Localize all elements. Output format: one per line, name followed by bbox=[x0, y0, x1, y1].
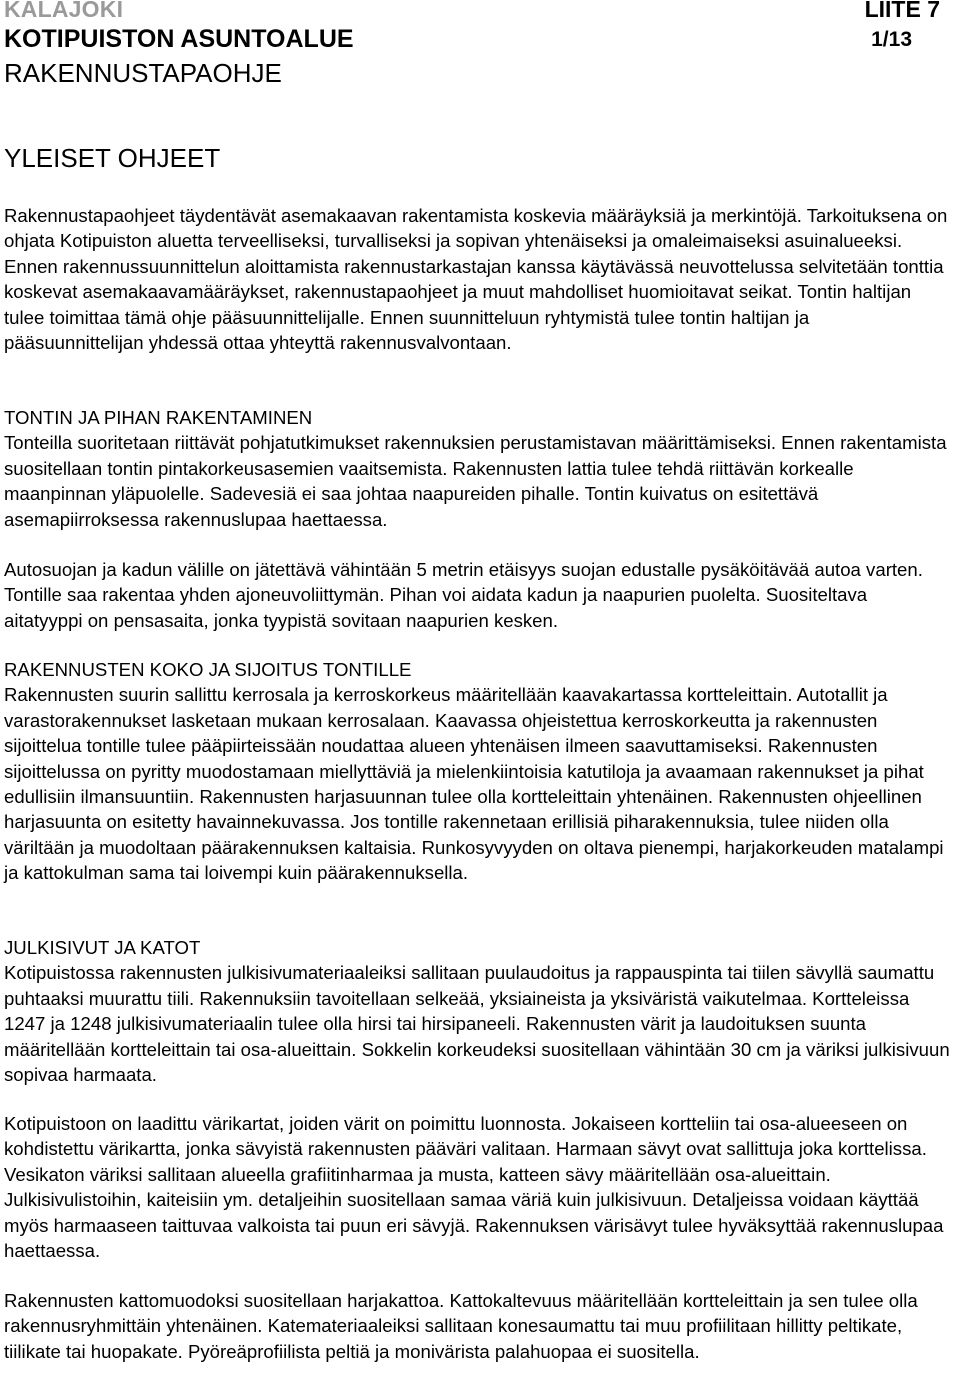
area-title: KOTIPUISTON ASUNTOALUE bbox=[4, 25, 354, 53]
general-instructions-title: YLEISET OHJEET bbox=[4, 143, 221, 173]
general-instructions-paragraph: Rakennustapaohjeet täydentävät asemakaavan rakentamista koskevia määräyksiä ja merkintöjä. Tarkoituksena on ohjata Kotipuiston aluetta terveelliseksi, turvalliseksi ja sopivan yhtenäiseksi ja omaleimaiseksi asuinalueeksi. Ennen rakennussuunnittelun aloittamista rakennustarkastajan kanssa käytävässä neuvottelussa selvitetään tonttia koskevat asemakaavamääräykset, rakennustapaohjeet ja muut mahdolliset huomioitavat seikat. Tontin haltijan tulee toimittaa tämä ohje pääsuunnittelijalle. Ennen suunnitteluun ryhtymistä tulee tontin haltijan ja pääsuunnittelijan yhdessä ottaa yhteyttä rakennusvalvontaan. bbox=[4, 205, 948, 354]
facades-section-heading: JULKISIVUT JA KATOT bbox=[4, 937, 201, 958]
facades-section-paragraph-1: Kotipuistossa rakennusten julkisivumateriaaleiksi sallitaan puulaudoitus ja rappauspinta tai tiilen sävyllä saumattu puhtaaksi muurattu tiili. Rakennuksiin tavoitellaan selkeää, yksiaineista ja yksiväristä vaikutelmaa. Kortteleissa 1247 ja 1248 julkisivumateriaalin tulee olla hirsi tai hirsipaneeli. Rakennusten värit ja laudoituksen suunta määritellään kortteleittain tai osa-alueittain. Sokkelin korkeudeksi suositellaan vähintään 30 cm ja väriksi julkisivuun sopivaa harmaata. bbox=[4, 962, 950, 1086]
size-section bbox=[4, 657, 950, 886]
facades-section bbox=[4, 935, 950, 1087]
plot-section-heading: TONTIN JA PIHAN RAKENTAMINEN bbox=[4, 407, 313, 428]
plot-section bbox=[4, 405, 950, 532]
appendix-label: LIITE 7 bbox=[864, 0, 940, 22]
plot-section-paragraph-1: Tonteilla suoritetaan riittävät pohjatutkimukset rakennuksien perustamistavan määrittämiseksi. Ennen rakentamista suositellaan tontin pintakorkeusasemien vaaitsemista. Rakennusten lattia tulee tehdä riittävän korkealle maanpinnan yläpuolelle. Sadevesiä ei saa johtaa naapureiden pihalle. Tontin kuivatus on esitettävä asemapiirroksessa rakennuslupaa haettaessa. bbox=[4, 432, 947, 530]
page-number: 1/13 bbox=[871, 28, 912, 51]
size-section-heading: RAKENNUSTEN KOKO JA SIJOITUS TONTILLE bbox=[4, 659, 412, 680]
plot-section-paragraph-2: Autosuojan ja kadun välille on jätettävä vähintään 5 metrin etäisyys suojan edustalle pysäköitävää autoa varten. Tontille saa rakentaa yhden ajoneuvoliittymän. Pihan voi aidata kadun ja naapurien puolelta. Suositeltava aitatyyppi on pensasaita, jonka tyypistä sovitaan naapurien kesken. bbox=[4, 559, 923, 631]
size-section-paragraph: Rakennusten suurin sallittu kerrosala ja kerroskorkeus määritellään kaavakartassa kortteleittain. Autotallit ja varastorakennukset lasketaan mukaan kerrosalaan. Kaavassa ohjeistettua kerroskorkeutta ja rakennusten sijoittelua tontille tulee pääpiirteissään noudattaa alueen yhtenäisen ilmeen saavuttamiseksi. Rakennusten sijoittelussa on pyritty muodostamaan miellyttäviä ja mielenkiintoisia katutiloja ja avaamaan rakennukset ja pihat edullisiin ilmansuuntiin. Rakennusten harjasuunnan tulee olla kortteleittain yhtenäinen. Rakennusten ohjeellinen harjasuunta on esitetty havainnekuvassa. Jos tontille rakennetaan erillisiä piharakennuksia, tulee niiden olla väriltään ja muodoltaan päärakennuksen kaltaisia. Runkosyvyyden on oltava pienempi, harjakorkeuden matalampi ja kattokulman sama tai loivempi kuin päärakennuksella. bbox=[4, 684, 944, 884]
facades-section-paragraph-2: Kotipuistoon on laadittu värikartat, joiden värit on poimittu luonnosta. Jokaiseen kortteliin tai osa-alueeseen on kohdistettu värikartta, jonka sävyistä rakennusten pääväri valitaan. Harmaan sävyt ovat sallittuja joka korttelissa. Vesikaton väriksi sallitaan alueella grafiitinharmaa ja musta, katteen sävy määritellään osa-alueittain. Julkisivulistoihin, kaiteisiin ym. detaljeihin suositellaan samaa väriä kuin julkisivuun. Detaljeissa voidaan käyttää myös harmaaseen taittuvaa valkoista tai puun eri sävyjä. Rakennuksen värisävyt tulee hyväksyttää rakennuslupaa haettaessa. bbox=[4, 1113, 944, 1262]
facades-section-paragraph-3: Rakennusten kattomuodoksi suositellaan harjakattoa. Kattokaltevuus määritellään kortteleittain ja sen tulee olla rakennusryhmittäin yhtenäinen. Katemateriaaleiksi sallitaan konesaumattu tai muu profiilitaan hillitty peltikate, tiilikate tai huopakate. Pyöreäprofiilista peltiä ja monivärista palahuopaa ei suositella. bbox=[4, 1290, 918, 1362]
municipality-name: KALAJOKI bbox=[4, 0, 124, 22]
document-title: RAKENNUSTAPAOHJE bbox=[4, 58, 282, 88]
